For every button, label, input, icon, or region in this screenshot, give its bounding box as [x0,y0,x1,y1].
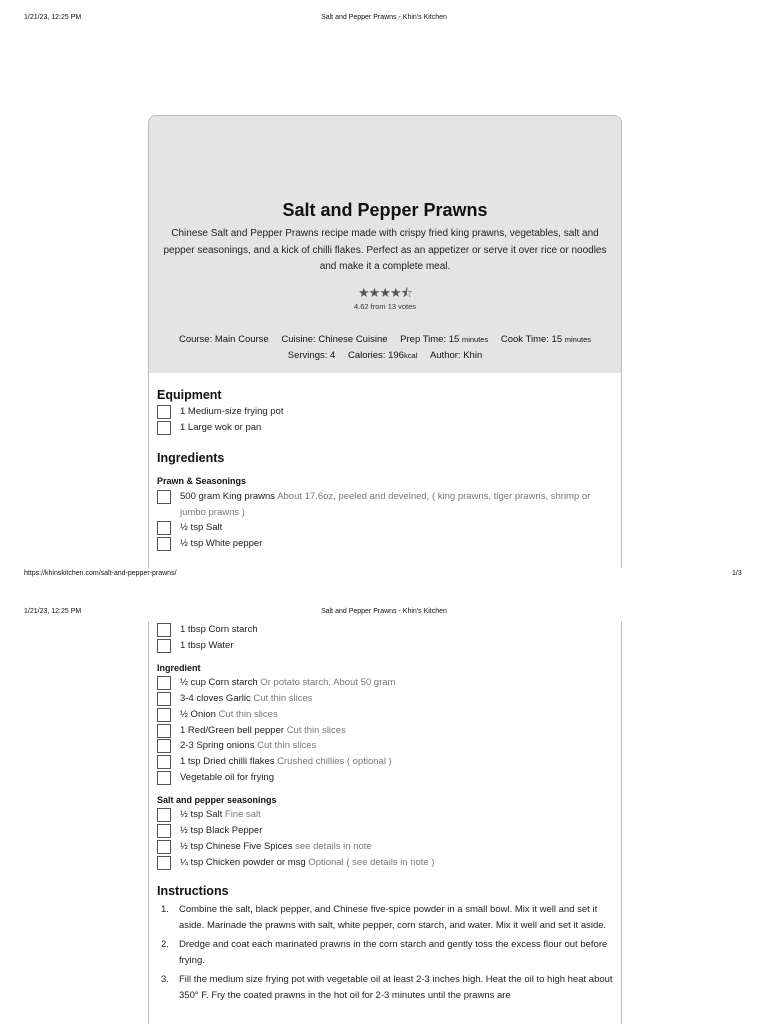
ingredient-item [157,691,613,707]
ingredient-text: ¼ tsp Chicken powder or msg [180,857,306,868]
cuisine-value: Chinese Cuisine [318,334,388,345]
ingredient-item [157,839,613,855]
ingredient-group-title: Salt and pepper seasonings [157,795,277,805]
ingredient-item [157,754,613,770]
ingredient-item [157,638,613,654]
ingredient-note: Cut thin slices [253,693,313,704]
course-value: Main Course [214,334,269,345]
ingredient-note: Cut thin slices [257,740,317,751]
cuisine-label: Cuisine: [281,334,316,345]
ingredient-text: 1 tsp Dried chilli flakes [180,756,275,767]
cuisine-meta [281,334,387,345]
ingredient-text: 1 tbsp Corn starch [180,624,258,635]
ingredient-text: ½ tsp Salt [180,809,223,820]
ingredient-note: Cut thin slices [218,709,278,720]
ingredient-text: 3-4 cloves Garlic [180,693,251,704]
cook-time-meta [501,334,591,345]
checkbox[interactable] [157,808,171,822]
checkbox[interactable] [157,490,171,504]
prep-time-meta [400,334,488,345]
checkbox[interactable] [157,676,171,690]
ingredient-note: Optional ( see details in note ) [308,857,435,868]
recipe-meta-row-1 [149,334,621,345]
print-datetime: 1/21/23, 12:25 PM [24,608,82,615]
servings-label: Servings: [287,350,328,361]
step-number: 1. [161,904,169,915]
print-page-title: Salt and Pepper Prawns - Khin's Kitchen [321,14,447,21]
ingredient-text: Vegetable oil for frying [180,772,275,783]
checkbox[interactable] [157,824,171,838]
recipe-title: Salt and Pepper Prawns [282,200,488,220]
equipment-item [157,404,613,420]
ingredient-text: 500 gram King prawns [180,491,276,502]
checkbox[interactable] [157,521,171,535]
equipment-text: 1 Medium-size frying pot [180,406,284,417]
checkbox[interactable] [157,755,171,769]
step-text: Combine the salt, black pepper, and Chinese five-spice powder in a small bowl. Mix it well and set it aside. Marinade the prawns with salt, white pepper, corn starch, and water. Mix it well and set it aside. [179,904,607,931]
step-number: 3. [161,974,169,985]
ingredient-group-title: Ingredient [157,663,201,673]
ingredient-item [157,823,613,839]
ingredient-item [157,723,613,739]
cook-unit: minutes [564,335,592,344]
ingredient-item [157,520,613,536]
ingredient-text: 1 Red/Green bell pepper [180,725,285,736]
ingredient-note: Crushed chillies ( optional ) [277,756,392,767]
checkbox[interactable] [157,692,171,706]
instructions-list [157,902,613,1007]
ingredient-note: About 17.6oz, peeled and deveined, ( king prawns, tiger prawns, shrimp or jumbo prawns ) [180,491,591,518]
ingredient-text: 2-3 Spring onions [180,740,255,751]
ingredient-text: ½ Onion [180,709,216,720]
calories-unit: kcal [403,351,418,360]
checkbox[interactable] [157,537,171,551]
calories-meta [348,350,417,361]
recipe-summary: Chinese Salt and Pepper Prawns recipe made with crispy fried king prawns, vegetables, salt and pepper seasonings, and a kick of chilli flakes. Perfect as an appetizer or serve it over rice or noodles and make it a complete meal. [163,228,607,272]
checkbox[interactable] [157,856,171,870]
ingredient-note: see details in note [295,841,372,852]
ingredient-item [157,622,613,638]
ingredient-text: ½ cup Corn starch [180,677,258,688]
print-datetime: 1/21/23, 12:25 PM [24,14,82,21]
ingredient-text: ½ tsp Salt [180,522,223,533]
recipe-meta-row-2 [149,350,621,361]
ingredient-item [157,770,613,786]
ingredient-item [157,536,613,552]
checkbox[interactable] [157,724,171,738]
ingredient-note: Cut thin slices [286,725,346,736]
ingredient-text: ½ tsp White pepper [180,538,263,549]
instructions-heading: Instructions [157,884,229,898]
calories-label: Calories: [347,350,386,361]
step-text: Fill the medium size frying pot with vegetable oil at least 2-3 inches high. Heat the oil to high heat about 350° F. Fry the coated prawns in the hot oil for 2-3 minutes until the prawns are [179,974,613,1001]
ingredient-note: Fine salt [224,809,261,820]
ingredient-item [157,855,613,871]
equipment-heading: Equipment [157,388,222,402]
print-page-title: Salt and Pepper Prawns - Khin's Kitchen [321,608,447,615]
checkbox[interactable] [157,639,171,653]
checkbox[interactable] [157,623,171,637]
ingredient-text: ½ tsp Chinese Five Spices [180,841,293,852]
course-meta [179,334,269,345]
instruction-step [157,902,613,934]
instruction-step [157,937,613,969]
ingredient-group-title: Prawn & Seasonings [157,476,247,486]
ingredient-item [157,675,613,691]
ingredient-item [157,807,613,823]
servings-meta [288,350,336,361]
ingredient-note: Or potato starch, About 50 gram [260,677,396,688]
prep-value: 15 [448,334,460,345]
ingredient-item [157,489,613,520]
ingredient-text: ½ tsp Black Pepper [180,825,263,836]
equipment-item [157,420,613,436]
course-label: Course: [178,334,213,345]
recipe-summary-panel [149,116,621,373]
ingredient-item [157,707,613,723]
cook-value: 15 [551,334,563,345]
step-number: 2. [161,939,169,950]
ingredient-text: 1 tbsp Water [180,640,234,651]
checkbox[interactable] [157,421,171,435]
checkbox[interactable] [157,405,171,419]
instruction-step [157,972,613,1004]
recipe-card-continued [148,622,622,1024]
rating-votes: 4.62 from 13 votes [353,302,417,311]
author-meta [430,350,482,361]
checkbox[interactable] [157,739,171,753]
author-label: Author: [429,350,461,361]
calories-value: 196 [388,350,404,361]
ingredient-item [157,738,613,754]
checkbox[interactable] [157,840,171,854]
rating-stars-icon[interactable]: ★★★★⯪ [358,285,412,300]
equipment-text: 1 Large wok or pan [180,422,262,433]
print-page-number: 1/3 [732,570,742,577]
cook-label: Cook Time: [500,334,549,345]
servings-value[interactable]: 4 [330,350,336,361]
prep-label: Prep Time: [400,334,447,345]
checkbox[interactable] [157,708,171,722]
recipe-card [148,115,622,568]
author-value: Khin [463,350,483,361]
ingredients-heading: Ingredients [157,451,225,465]
step-text: Dredge and coat each marinated prawns in the corn starch and gently toss the excess flour out before frying. [179,939,608,966]
print-url[interactable]: https://khinskitchen.com/salt-and-pepper-prawns/ [24,570,177,577]
prep-unit: minutes [461,335,489,344]
checkbox[interactable] [157,771,171,785]
